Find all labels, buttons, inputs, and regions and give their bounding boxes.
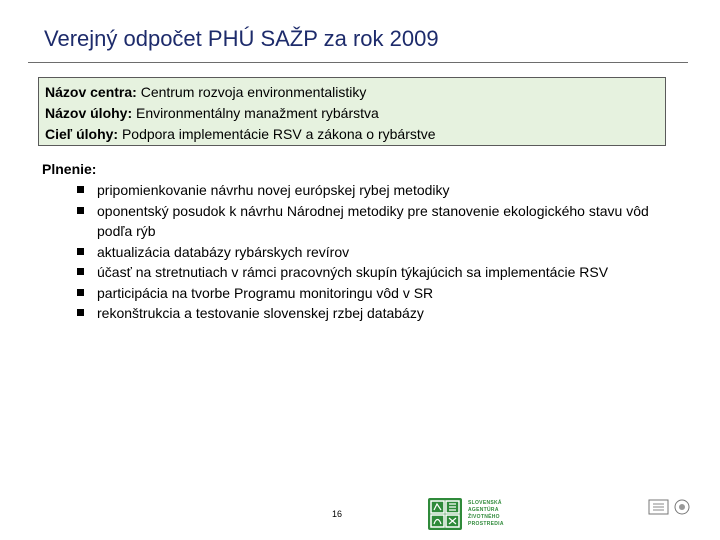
bullet-icon [77,309,84,316]
fulfilment-list [42,180,682,324]
list-item-text: rekonštrukcia a testovanie slovenskej rzbej databázy [97,305,424,321]
bullet-icon [77,289,84,296]
logo-line: ŽIVOTNÉHO [468,514,500,520]
emblems [648,498,694,516]
info-row-goal [45,124,659,145]
list-item-text: participácia na tvorbe Programu monitoringu vôd v SR [97,284,434,301]
crest-icon [649,500,668,514]
info-value: Centrum rozvoja environmentalistiky [136,84,367,100]
page-number: 16 [332,509,343,519]
page-title: Verejný odpočet PHÚ SAŽP za rok 2009 [44,26,439,51]
section-heading: Plnenie: [42,161,97,177]
sazp-logo-text [468,500,504,528]
list-item-text: oponentský posudok k návrhu Národnej metodiky pre stanovenie ekologického stavu vôd podľa rýb [97,202,649,239]
bullet-icon [77,248,84,255]
bullet-icon [77,268,84,275]
info-label: Názov úlohy: [45,105,133,121]
sazp-logo [428,498,520,530]
list-item [42,262,682,283]
logo-line: PROSTREDIA [468,521,504,527]
list-item [42,283,682,304]
list-item [42,201,682,242]
logo-line: AGENTÚRA [468,507,499,513]
info-label: Názov centra: [45,84,137,100]
list-item [42,303,682,324]
info-value: Podpora implementácie RSV a zákona o rybárstve [118,126,436,142]
info-label: Cieľ úlohy: [45,126,119,142]
list-item [42,242,682,263]
fulfilment-section [42,159,682,324]
list-item-text: účasť na stretnutiach v rámci pracovných skupín týkajúcich sa implementácie RSV [97,264,609,280]
sazp-logo-icon [428,498,462,530]
logo-line: SLOVENSKÁ [468,500,502,506]
list-item-text: pripomienkovanie návrhu novej európskej rybej metodiky [97,182,450,198]
bullet-icon [77,207,84,214]
info-value: Environmentálny manažment rybárstva [132,105,379,121]
info-row-centre [45,82,659,103]
bullet-icon [77,186,84,193]
eu-emblem-icon [675,500,689,514]
list-item [42,180,682,201]
info-row-task [45,103,659,124]
list-item-text: aktualizácia databázy rybárskych revírov [97,243,350,260]
title-divider [28,62,688,63]
info-box [38,77,666,146]
